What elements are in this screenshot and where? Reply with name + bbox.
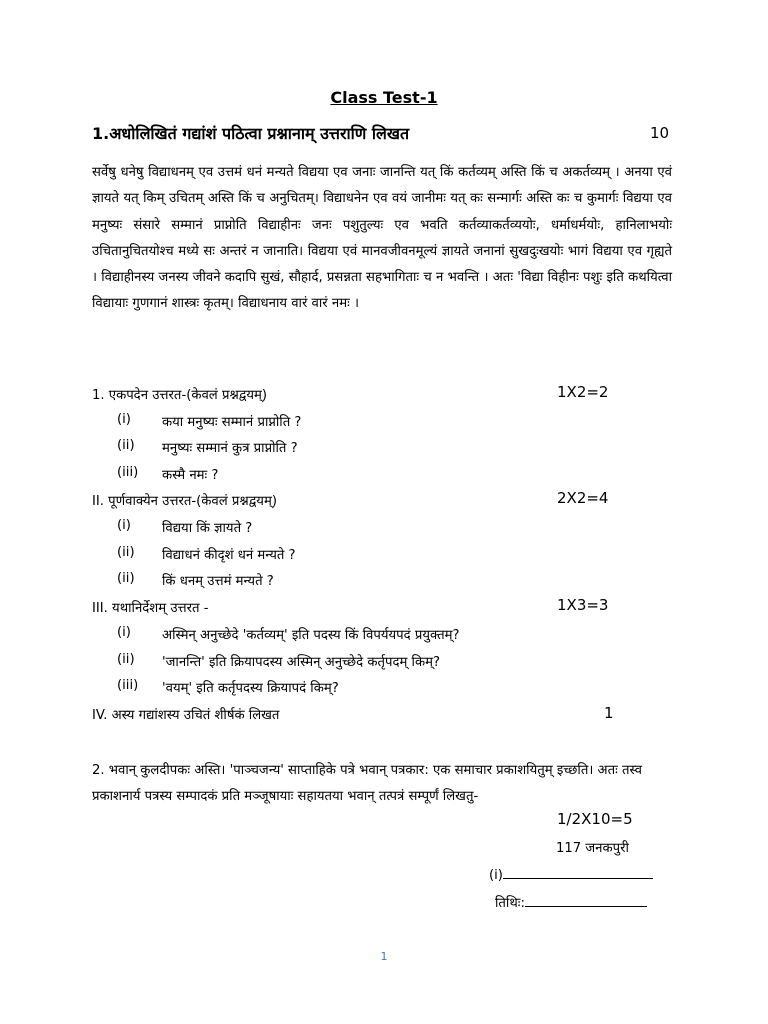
question2-marks: 1/2X10=5	[557, 810, 633, 828]
section1-item3-num: (iii)	[117, 465, 139, 480]
section2-item1-text: विद्यया किं ज्ञायते ?	[162, 521, 253, 536]
section1-item1-num: (i)	[117, 412, 131, 427]
section1-item1-text: कया मनुष्यः सम्मानं प्राप्नोति ?	[162, 415, 302, 430]
section1-marks: 1X2=2	[557, 383, 609, 401]
section2-item2-num: (ii)	[117, 545, 135, 560]
date-label: तिथिः	[495, 896, 521, 911]
section4-marks: 1	[604, 704, 614, 722]
section3-marks: 1X3=3	[557, 596, 609, 614]
section2-item1-num: (i)	[117, 518, 131, 533]
section2-label: II. पूर्णवाक्येन उत्तरत-(केवलं प्रश्नद्वयम्)	[92, 494, 277, 509]
section3-label: III. यथानिर्देशम् उत्तरत -	[92, 601, 209, 616]
address-line: 117 जनकपुरी	[556, 841, 629, 856]
section3-item3-num: (iii)	[117, 678, 139, 693]
page-title: Class Test-1	[330, 88, 438, 107]
section1-label: 1. एकपदेन उत्तरत-(केवलं प्रश्नद्वयम्)	[92, 388, 268, 403]
date-row: तिथिः:	[495, 893, 647, 911]
section2-marks: 2X2=4	[557, 489, 609, 507]
section1-item2-text: मनुष्यः सम्मानं कुत्र प्राप्नोति ?	[162, 441, 298, 456]
date-fill-line	[525, 894, 647, 907]
question1-heading: 1.अधोलिखितं गद्यांशं पठित्वा प्रश्नानाम् उत्तराणि लिखत	[92, 124, 410, 143]
section1-item3-text: कस्मै नमः ?	[162, 468, 219, 483]
question1-marks: 10	[650, 124, 670, 142]
section3-item2-num: (ii)	[117, 652, 135, 667]
section3-item2-text: 'जानन्ति' इति क्रियापदस्य अस्मिन् अनुच्छेदे कर्तृपदम् किम्?	[162, 655, 440, 670]
blank-label: (i)	[489, 868, 503, 883]
question2-text: 2. भवान् कुलदीपकः अस्ति। 'पाञ्चजन्य' साप्ताहिके पत्रे भवान् पत्रकार: एक समाचार प्रकाशयितुम् इच्छति। अतः तस्व प्रकाशनार्य पत्रस्य सम्पादकं प्रति मञ्जूषायाः सहायतया भवान् तत्पत्रं सम्पूर्णं लिखतु-	[92, 763, 642, 805]
section3-item3-text: 'वयम्' इति कर्तृपदस्य क्रियापदं किम्?	[162, 681, 339, 696]
passage-text: सर्वेषु धनेषु विद्याधनम् एव उत्तमं धनं मन्यते विद्यया एव जनाः जानन्ति यत् किं कर्तव्यम् अस्ति किं च अकर्तव्यम् । अनया एवं ज्ञायते यत् किम् उचितम् अस्ति किं च अनुचितम्। विद्याधनेन एव वयं जानीमः यत् कः सन्मार्गः अस्ति कः च कुमार्गः विद्यया एव मनुष्यः संसारे सम्मानं प्राप्नोति विद्याहीनः जनः पशुतुल्यः एव भवति कर्तव्याकर्तव्ययोः, धर्माधर्मयोः, हानिलाभयोः उचितानुचितयोश्च मध्ये सः अन्तरं न जानाति। विद्यया एवं मानवजीवनमूल्यं ज्ञायते जनानां सुखदुःखयोः भागं विद्यया एव गृह्यते । विद्याहीनस्य जनस्य जीवने कदापि सुखं, सौहार्द, प्रसन्नता सहभागिताः च न भवन्ति । अतः 'विद्या विहीनः पशुः इति कथयित्वा विद्यायाः गुणगानं शास्त्रः कृतम्। विद्याधनाय वारं वारं नमः ।	[92, 165, 672, 312]
section2-item3-text: किं धनम् उत्तमं मन्यते ?	[162, 574, 274, 589]
section2-item2-text: विद्याधनं कीदृशं धनं मन्यते ?	[162, 548, 296, 563]
section2-item3-num: (ii)	[117, 571, 135, 586]
blank-fill-line	[503, 866, 653, 879]
section3-item1-num: (i)	[117, 625, 131, 640]
blank-line-row	[489, 866, 653, 883]
page-number: 1	[380, 950, 388, 963]
section4-label: IV. अस्य गद्यांशस्य उचितं शीर्षकं लिखत	[92, 708, 280, 723]
section1-item2-num: (ii)	[117, 438, 135, 453]
section3-item1-text: अस्मिन् अनुच्छेदे 'कर्तव्यम्' इति पदस्य किं विपर्ययपदं प्रयुक्तम्?	[162, 628, 460, 643]
